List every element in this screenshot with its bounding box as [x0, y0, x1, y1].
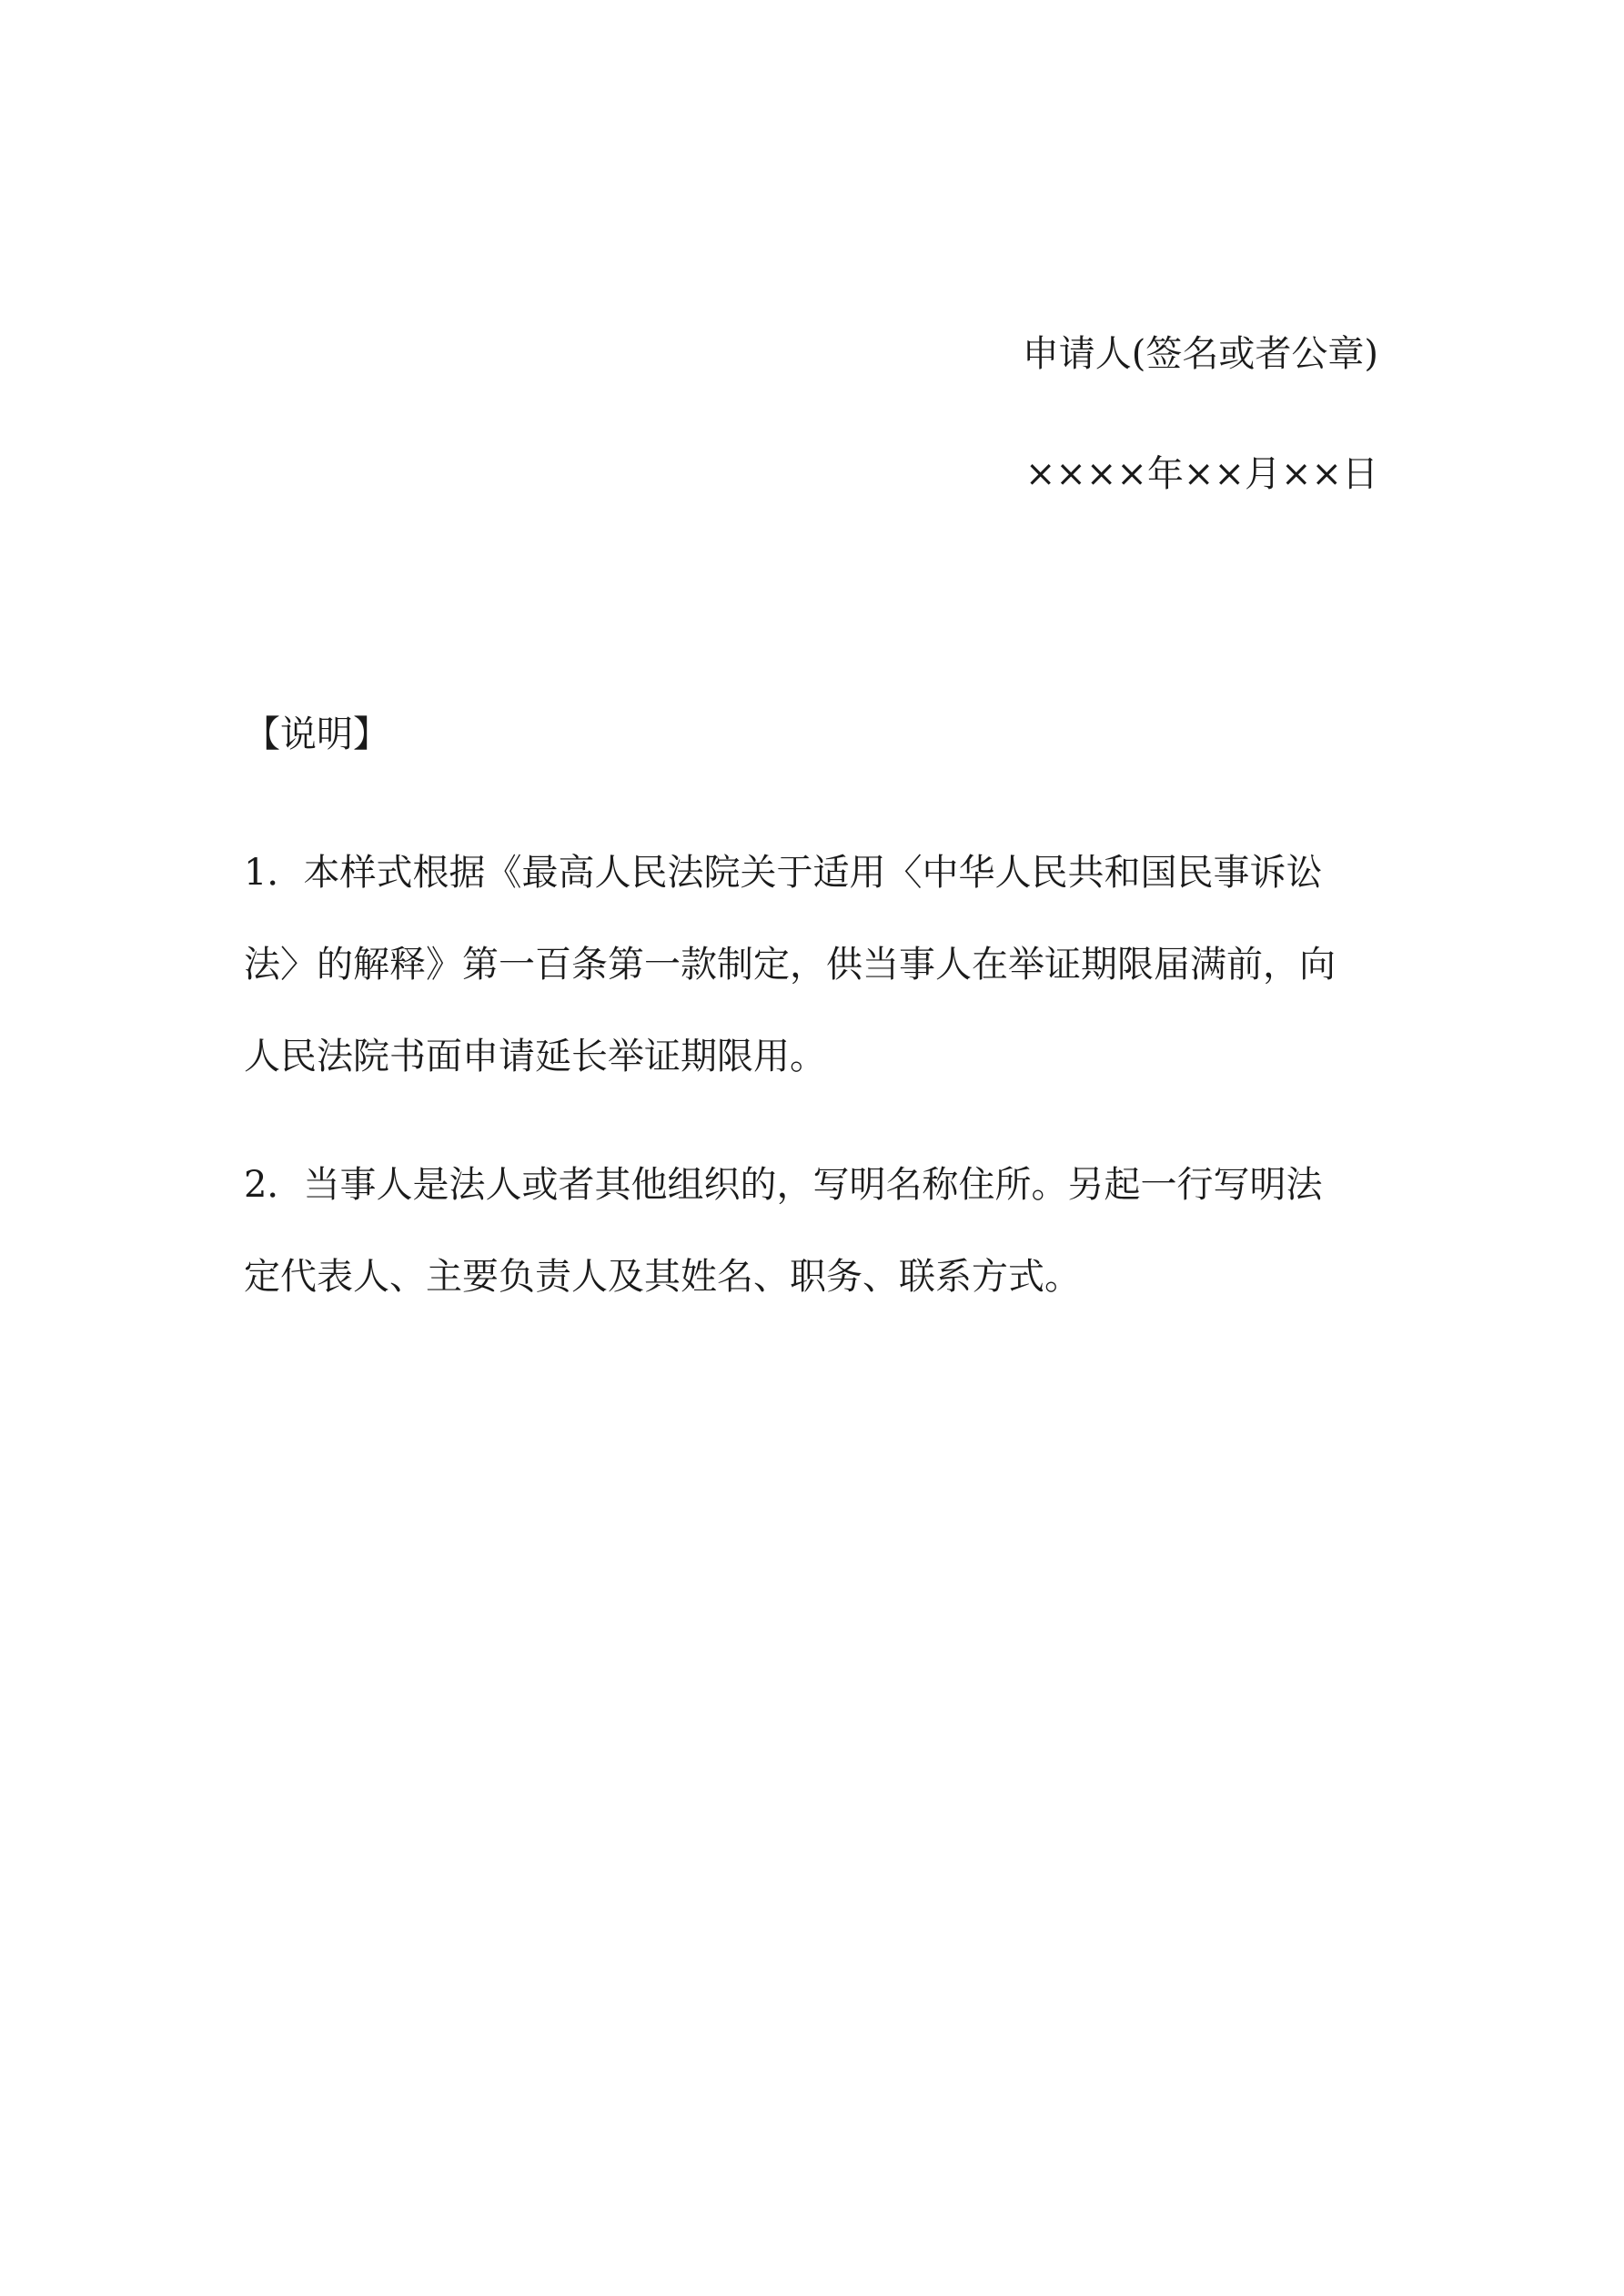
- notes-section: [244, 713, 1381, 1323]
- signature-date: ××××年××月××日: [1024, 453, 1378, 495]
- signature-block: [1023, 332, 1378, 496]
- note-1-line-2: 法〉的解释》第一百条第一款制定，供当事人在举证期限届满前，向: [244, 944, 1336, 986]
- note-1-line-3: 人民法院书面申请延长举证期限用。: [244, 1036, 826, 1077]
- note-2-line-2: 定代表人、主要负责人及其姓名、职务、联系方式。: [244, 1256, 1081, 1298]
- note-item-1: [244, 827, 1381, 1103]
- notes-heading: 【说明】: [244, 713, 389, 755]
- note-1-line-1: 1．本样式根据《最高人民法院关于适用〈中华人民共和国民事诉讼: [244, 852, 1323, 894]
- note-item-2: [244, 1139, 1381, 1323]
- note-2-line-1: 2．当事人是法人或者其他组织的，写明名称住所。另起一行写明法: [244, 1164, 1323, 1206]
- applicant-signature-label: 申请人(签名或者公章): [1022, 333, 1378, 375]
